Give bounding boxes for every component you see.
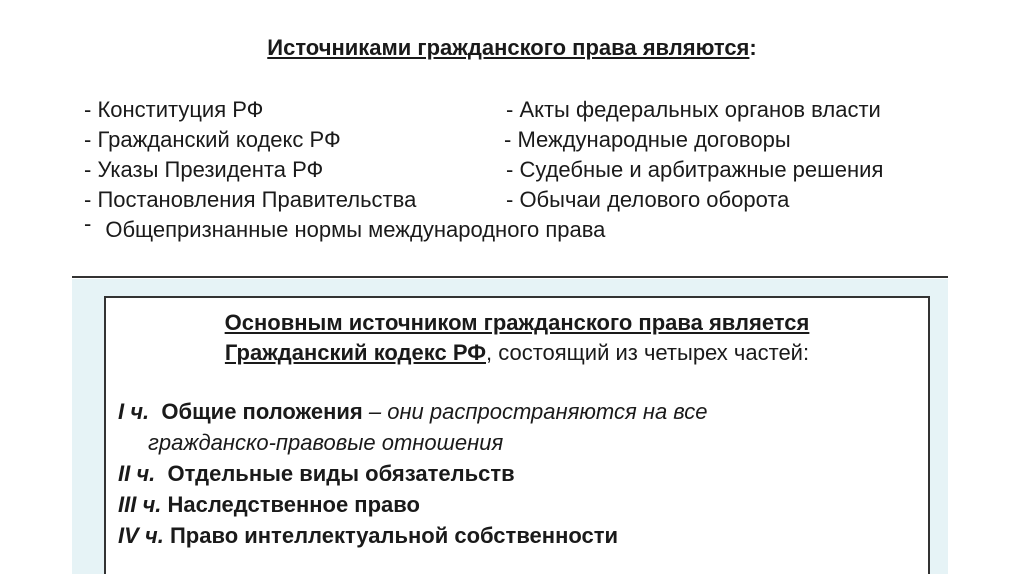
- code-part: [118, 489, 918, 520]
- box-heading-line1: [106, 308, 928, 338]
- sources-row: [84, 211, 964, 245]
- source-item: - Акты федеральных органов власти: [506, 97, 881, 122]
- source-item: - Постановления Правительства: [84, 187, 417, 212]
- source-dash: -: [84, 211, 92, 236]
- sources-list: [84, 95, 964, 245]
- code-part: [118, 458, 918, 489]
- code-part: [118, 520, 918, 551]
- sources-row: [84, 125, 964, 155]
- source-item: - Обычаи делового оборота: [506, 187, 790, 212]
- box-heading-rest: , состоящий из четырех частей:: [486, 340, 810, 365]
- part-title: Наследственное право: [167, 492, 420, 517]
- divider: [72, 276, 948, 278]
- page-title-colon: :: [749, 35, 757, 60]
- sources-row: [84, 185, 964, 215]
- code-part: [118, 396, 918, 427]
- box-heading-line2: [106, 338, 928, 368]
- box-heading-text: Основным источником гражданского права является: [224, 310, 810, 335]
- part-number: II ч.: [118, 461, 156, 486]
- main-source-box: [104, 296, 930, 574]
- part-description-continued: гражданско-правовые отношения: [148, 430, 504, 455]
- part-description: – они распространяются на все: [362, 399, 708, 424]
- part-title: Отдельные виды обязательств: [167, 461, 515, 486]
- page-title-text: Источниками гражданского права являются: [267, 35, 750, 60]
- sources-row: [84, 155, 964, 185]
- source-item: - Конституция РФ: [84, 97, 264, 122]
- part-number: I ч.: [118, 399, 150, 424]
- source-item-text: Общепризнанные нормы международного права: [105, 217, 606, 242]
- source-item: [84, 211, 606, 245]
- code-parts-list: [118, 396, 918, 551]
- part-title: Общие положения: [161, 399, 363, 424]
- source-item: - Международные договоры: [504, 127, 791, 152]
- source-item: - Указы Президента РФ: [84, 157, 324, 182]
- page-title: [0, 34, 1024, 62]
- civil-code-label: Гражданский кодекс РФ: [224, 340, 486, 365]
- part-number: IV ч.: [118, 523, 164, 548]
- part-title: Право интеллектуальной собственности: [169, 523, 619, 548]
- part-number: III ч.: [118, 492, 162, 517]
- source-item: - Судебные и арбитражные решения: [506, 157, 884, 182]
- sources-row: [84, 95, 964, 125]
- source-item: - Гражданский кодекс РФ: [84, 127, 341, 152]
